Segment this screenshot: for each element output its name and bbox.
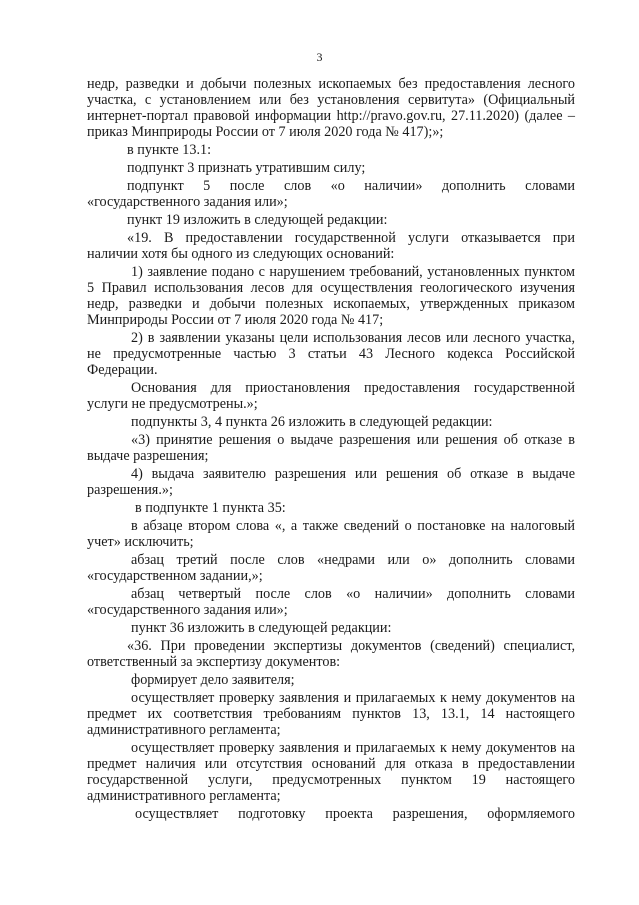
paragraph-22: осуществляет подготовку проекта разрешения, оформляемого xyxy=(135,806,575,822)
paragraph-5: пункт 19 изложить в следующей редакции: xyxy=(127,212,388,228)
paragraph-1: недр, разведки и добычи полезных ископаемых без предоставления лесного участка, с установлением или без установления сервитута» (Официальный интернет-портал правовой информации http://pravo.gov.ru, 27.11.2020) (далее – приказ Минприроды России от 7 июля 2020 года № 417);»; xyxy=(87,76,575,140)
paragraph-18: «36. При проведении экспертизы документов (сведений) специалист, ответственный за экспертизу документов: xyxy=(87,638,575,670)
paragraph-15: абзац третий после слов «недрами или о» дополнить словами «государственном задании,»; xyxy=(87,552,575,584)
page-number: 3 xyxy=(316,50,323,64)
paragraph-10: подпункты 3, 4 пункта 26 изложить в следующей редакции: xyxy=(131,414,493,430)
paragraph-21: осуществляет проверку заявления и прилагаемых к нему документов на предмет наличия или отсутствия оснований для отказа в предоставлении государственной услуги, предусмотренных пунктом 19 настоящего административного регламента; xyxy=(87,740,575,804)
paragraph-7: 1) заявление подано с нарушением требований, установленных пунктом 5 Правил использования лесов для осуществления геологического изучения недр, разведки и добычи полезных ископаемых, утвержденных приказом Минприроды России от 7 июля 2020 года № 417; xyxy=(87,264,575,328)
paragraph-3: подпункт 3 признать утратившим силу; xyxy=(127,160,366,176)
paragraph-4: подпункт 5 после слов «о наличии» дополнить словами «государственного задания или»; xyxy=(87,178,575,210)
paragraph-8: 2) в заявлении указаны цели использования лесов или лесного участка, не предусмотренные частью 3 статьи 43 Лесного кодекса Российской Федерации. xyxy=(87,330,575,378)
document-body xyxy=(87,76,575,824)
paragraph-19: формирует дело заявителя; xyxy=(131,672,295,688)
paragraph-12: 4) выдача заявителю разрешения или решения об отказе в выдаче разрешения.»; xyxy=(87,466,575,498)
paragraph-2: в пункте 13.1: xyxy=(127,142,212,158)
paragraph-20: осуществляет проверку заявления и прилагаемых к нему документов на предмет их соответствия требованиям пунктов 13, 13.1, 14 настоящего административного регламента; xyxy=(87,690,575,738)
paragraph-6: «19. В предоставлении государственной услуги отказывается при наличии хотя бы одного из следующих оснований: xyxy=(87,230,575,262)
paragraph-14: в абзаце втором слова «, а также сведений о постановке на налоговый учет» исключить; xyxy=(87,518,575,550)
paragraph-17: пункт 36 изложить в следующей редакции: xyxy=(131,620,392,636)
paragraph-13: в подпункте 1 пункта 35: xyxy=(135,500,286,516)
paragraph-9: Основания для приостановления предоставления государственной услуги не предусмотрены.»; xyxy=(87,380,575,412)
paragraph-16: абзац четвертый после слов «о наличии» дополнить словами «государственного задания или»; xyxy=(87,586,575,618)
paragraph-11: «3) принятие решения о выдаче разрешения или решения об отказе в выдаче разрешения; xyxy=(87,432,575,464)
